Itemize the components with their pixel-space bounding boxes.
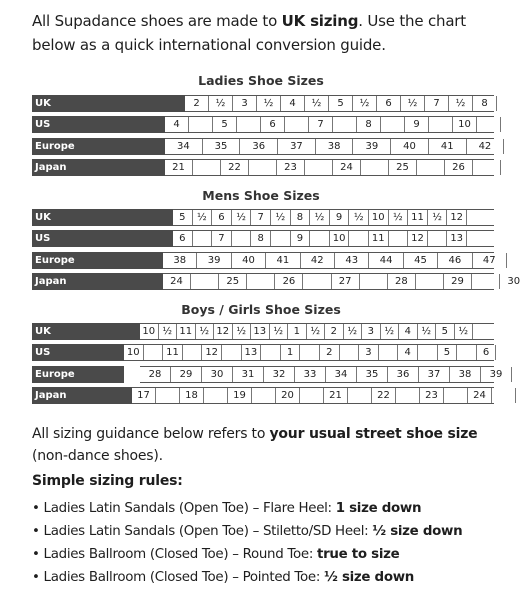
- size-cell: [261, 345, 281, 360]
- size-cell: 4: [398, 345, 418, 360]
- size-cell: 6: [261, 117, 285, 132]
- rule-item: [32, 497, 517, 520]
- size-cell: 28: [140, 367, 171, 382]
- size-cell: 5: [213, 117, 237, 132]
- size-cell: [204, 388, 228, 403]
- size-cell: [457, 345, 477, 360]
- size-cell: ½: [418, 324, 437, 339]
- rule-result: true to size: [317, 547, 400, 562]
- size-cell: 37: [278, 139, 316, 154]
- size-cell: [477, 117, 501, 132]
- size-cell: 31: [233, 367, 264, 382]
- size-cell: [348, 388, 372, 403]
- size-cell: 30: [500, 274, 522, 289]
- size-cell: 41: [266, 253, 300, 268]
- size-cell: [417, 160, 445, 175]
- size-cell: 37: [419, 367, 450, 382]
- size-cell: [310, 231, 330, 246]
- size-cell: 10: [124, 345, 144, 360]
- size-cell: ½: [428, 210, 448, 225]
- size-row-uk: [32, 323, 494, 340]
- size-cell: [416, 274, 444, 289]
- size-cell: [349, 231, 369, 246]
- size-cell: 8: [291, 210, 311, 225]
- size-cell: 36: [388, 367, 419, 382]
- row-label: Europe: [32, 252, 163, 269]
- size-cell: 11: [177, 324, 196, 339]
- size-row-uk: [32, 209, 494, 226]
- rules-title: Simple sizing rules:: [32, 473, 183, 489]
- size-cell: 12: [408, 231, 428, 246]
- size-cell: 21: [324, 388, 348, 403]
- rule-item: [32, 566, 517, 589]
- size-cell: 35: [203, 139, 241, 154]
- size-cell: [389, 231, 409, 246]
- size-cell: 5: [438, 345, 458, 360]
- size-row-japan: [32, 387, 494, 404]
- size-cell: 39: [481, 367, 512, 382]
- size-cell: [381, 117, 405, 132]
- size-cell: ½: [307, 324, 326, 339]
- rule-result: 1 size down: [335, 501, 422, 516]
- size-cell: [418, 345, 438, 360]
- size-cell: 5: [436, 324, 455, 339]
- size-row-europe: [32, 252, 494, 269]
- size-cell: 7: [425, 96, 449, 111]
- size-cell: ½: [353, 96, 377, 111]
- size-cell: [492, 388, 516, 403]
- size-cell: 4: [281, 96, 305, 111]
- intro-text: [32, 9, 512, 57]
- size-cell: [305, 160, 333, 175]
- size-cell: [379, 345, 399, 360]
- size-cell: 27: [332, 274, 360, 289]
- chart-title: Ladies Shoe Sizes: [198, 73, 324, 88]
- chart-title: Mens Shoe Sizes: [202, 188, 320, 203]
- size-cell: 24: [468, 388, 492, 403]
- size-cell: 39: [354, 139, 392, 154]
- size-cell: ½: [344, 324, 363, 339]
- size-cell: 9: [405, 117, 429, 132]
- size-cell: 5: [173, 210, 193, 225]
- size-cell: 24: [163, 274, 191, 289]
- size-cell: 21: [165, 160, 193, 175]
- size-cell: 40: [232, 253, 266, 268]
- size-cell: 11: [163, 345, 183, 360]
- size-cell: 39: [197, 253, 231, 268]
- size-cell: [193, 160, 221, 175]
- size-cell: ½: [401, 96, 425, 111]
- size-cell: 25: [389, 160, 417, 175]
- size-cell: [300, 388, 324, 403]
- size-cell: [189, 117, 213, 132]
- row-label: UK: [32, 95, 185, 112]
- size-cell: 22: [221, 160, 249, 175]
- size-cell: [300, 345, 320, 360]
- size-cell: 20: [276, 388, 300, 403]
- size-cell: 10: [330, 231, 350, 246]
- size-cell: [340, 345, 360, 360]
- size-cell: 26: [275, 274, 303, 289]
- size-cell: 45: [404, 253, 438, 268]
- row-label: Japan: [32, 273, 163, 290]
- size-cell: [285, 117, 309, 132]
- size-cell: ½: [455, 324, 474, 339]
- rule-text: • Ladies Latin Sandals (Open Toe) – Stiletto/SD Heel:: [32, 524, 373, 539]
- size-cell: 26: [445, 160, 473, 175]
- size-cell: ½: [232, 210, 252, 225]
- size-cell: 28: [388, 274, 416, 289]
- size-cell: [252, 388, 276, 403]
- row-label: US: [32, 230, 173, 247]
- size-cell: 42: [301, 253, 335, 268]
- size-cell: ½: [257, 96, 281, 111]
- size-row-europe: [32, 138, 494, 155]
- size-cell: 29: [444, 274, 472, 289]
- size-row-japan: [32, 273, 521, 290]
- size-cell: 38: [450, 367, 481, 382]
- size-cell: 12: [214, 324, 233, 339]
- size-cell: [396, 388, 420, 403]
- size-cell: 12: [447, 210, 467, 225]
- size-cell: 3: [233, 96, 257, 111]
- size-cell: 18: [180, 388, 204, 403]
- size-cell: ½: [270, 324, 289, 339]
- size-cell: ½: [349, 210, 369, 225]
- size-cell: 2: [320, 345, 340, 360]
- size-cell: 6: [377, 96, 401, 111]
- size-cell: 25: [219, 274, 247, 289]
- size-cell: 7: [212, 231, 232, 246]
- size-row-uk: [32, 95, 494, 112]
- size-cell: 41: [429, 139, 467, 154]
- size-cell: 23: [277, 160, 305, 175]
- size-cell: ½: [159, 324, 178, 339]
- size-cell: 11: [369, 231, 389, 246]
- size-cell: [271, 231, 291, 246]
- size-cell: [473, 160, 501, 175]
- size-cell: 22: [372, 388, 396, 403]
- size-cell: 42: [467, 139, 505, 154]
- size-cell: ½: [233, 324, 252, 339]
- size-cell: [361, 160, 389, 175]
- size-cell: 4: [165, 117, 189, 132]
- size-cell: 35: [357, 367, 388, 382]
- size-row-us: [32, 344, 494, 361]
- size-row-japan: [32, 159, 494, 176]
- size-cell: 1: [281, 345, 301, 360]
- row-label: US: [32, 344, 124, 361]
- row-label: Japan: [32, 159, 165, 176]
- size-cell: 6: [212, 210, 232, 225]
- size-cell: ½: [389, 210, 409, 225]
- size-cell: 10: [453, 117, 477, 132]
- size-cell: [247, 274, 275, 289]
- size-cell: [249, 160, 277, 175]
- size-cell: 32: [264, 367, 295, 382]
- sizing-rules-list: [32, 497, 517, 589]
- size-cell: 7: [251, 210, 271, 225]
- rule-text: • Ladies Latin Sandals (Open Toe) – Flare Heel:: [32, 501, 336, 516]
- size-cell: 9: [291, 231, 311, 246]
- size-cell: ½: [196, 324, 215, 339]
- size-cell: [472, 274, 500, 289]
- size-cell: 33: [295, 367, 326, 382]
- size-row-us: [32, 230, 494, 247]
- rule-result: ½ size down: [372, 524, 463, 539]
- size-cell: 13: [447, 231, 467, 246]
- size-cell: 11: [408, 210, 428, 225]
- size-cell: 8: [473, 96, 497, 111]
- size-cell: [183, 345, 203, 360]
- size-cell: [360, 274, 388, 289]
- rule-item: [32, 543, 517, 566]
- size-cell: [222, 345, 242, 360]
- size-cell: 34: [165, 139, 203, 154]
- size-cell: 38: [316, 139, 354, 154]
- size-cell: ½: [449, 96, 473, 111]
- row-label: Europe: [32, 138, 165, 155]
- size-cell: 19: [228, 388, 252, 403]
- size-cell: 6: [477, 345, 497, 360]
- size-cell: 24: [333, 160, 361, 175]
- size-cell: [333, 117, 357, 132]
- row-label: Japan: [32, 387, 132, 404]
- size-cell: 38: [163, 253, 197, 268]
- size-cell: 12: [202, 345, 222, 360]
- size-cell: 44: [369, 253, 403, 268]
- guidance-street-shoe-size: your usual street shoe size: [269, 426, 478, 442]
- guidance-part2: (non-dance shoes).: [32, 448, 163, 464]
- size-cell: [237, 117, 261, 132]
- size-cell: 40: [391, 139, 429, 154]
- size-cell: 30: [202, 367, 233, 382]
- size-cell: ½: [271, 210, 291, 225]
- size-cell: [428, 231, 448, 246]
- guidance-part1: All sizing guidance below refers to: [32, 426, 270, 442]
- size-cell: 4: [399, 324, 418, 339]
- size-cell: ½: [209, 96, 233, 111]
- size-cell: 34: [326, 367, 357, 382]
- size-cell: [444, 388, 468, 403]
- size-cell: 9: [330, 210, 350, 225]
- size-cell: [193, 231, 213, 246]
- size-cell: 13: [251, 324, 270, 339]
- size-row-us: [32, 116, 494, 133]
- size-cell: 2: [185, 96, 209, 111]
- size-cell: 46: [438, 253, 472, 268]
- size-row-europe: [32, 366, 503, 383]
- row-label: Europe: [32, 366, 124, 383]
- size-cell: [232, 231, 252, 246]
- size-cell: 8: [251, 231, 271, 246]
- size-cell: ½: [305, 96, 329, 111]
- rule-text: • Ladies Ballroom (Closed Toe) – Round Toe:: [32, 547, 317, 562]
- size-cell: [191, 274, 219, 289]
- size-cell: 43: [335, 253, 369, 268]
- size-cell: 17: [132, 388, 156, 403]
- size-cell: 29: [171, 367, 202, 382]
- row-label: US: [32, 116, 165, 133]
- size-cell: 13: [242, 345, 262, 360]
- size-cell: 5: [329, 96, 353, 111]
- size-cell: ½: [381, 324, 400, 339]
- rule-text: • Ladies Ballroom (Closed Toe) – Pointed Toe:: [32, 570, 325, 585]
- size-cell: 6: [173, 231, 193, 246]
- size-cell: 2: [325, 324, 344, 339]
- size-cell: [429, 117, 453, 132]
- row-label: UK: [32, 323, 140, 340]
- rule-result: ½ size down: [324, 570, 415, 585]
- size-cell: [156, 388, 180, 403]
- row-label: UK: [32, 209, 173, 226]
- size-cell: 10: [369, 210, 389, 225]
- size-cell: 1: [288, 324, 307, 339]
- size-cell: 3: [359, 345, 379, 360]
- size-cell: 36: [240, 139, 278, 154]
- size-cell: 8: [357, 117, 381, 132]
- size-cell: 10: [140, 324, 159, 339]
- rule-item: [32, 520, 517, 543]
- size-cell: ½: [310, 210, 330, 225]
- intro-uk-sizing: UK sizing: [281, 12, 359, 30]
- intro-part1: All Supadance shoes are made to: [32, 12, 282, 30]
- sizing-guidance: [32, 423, 512, 467]
- size-cell: 47: [473, 253, 507, 268]
- intro-part2: . Use the chart below as a quick international conversion guide.: [32, 12, 466, 54]
- size-cell: [304, 274, 332, 289]
- size-cell: 23: [420, 388, 444, 403]
- size-cell: 7: [309, 117, 333, 132]
- size-cell: 3: [362, 324, 381, 339]
- size-cell: ½: [193, 210, 213, 225]
- chart-title: Boys / Girls Shoe Sizes: [181, 302, 341, 317]
- size-cell: [144, 345, 164, 360]
